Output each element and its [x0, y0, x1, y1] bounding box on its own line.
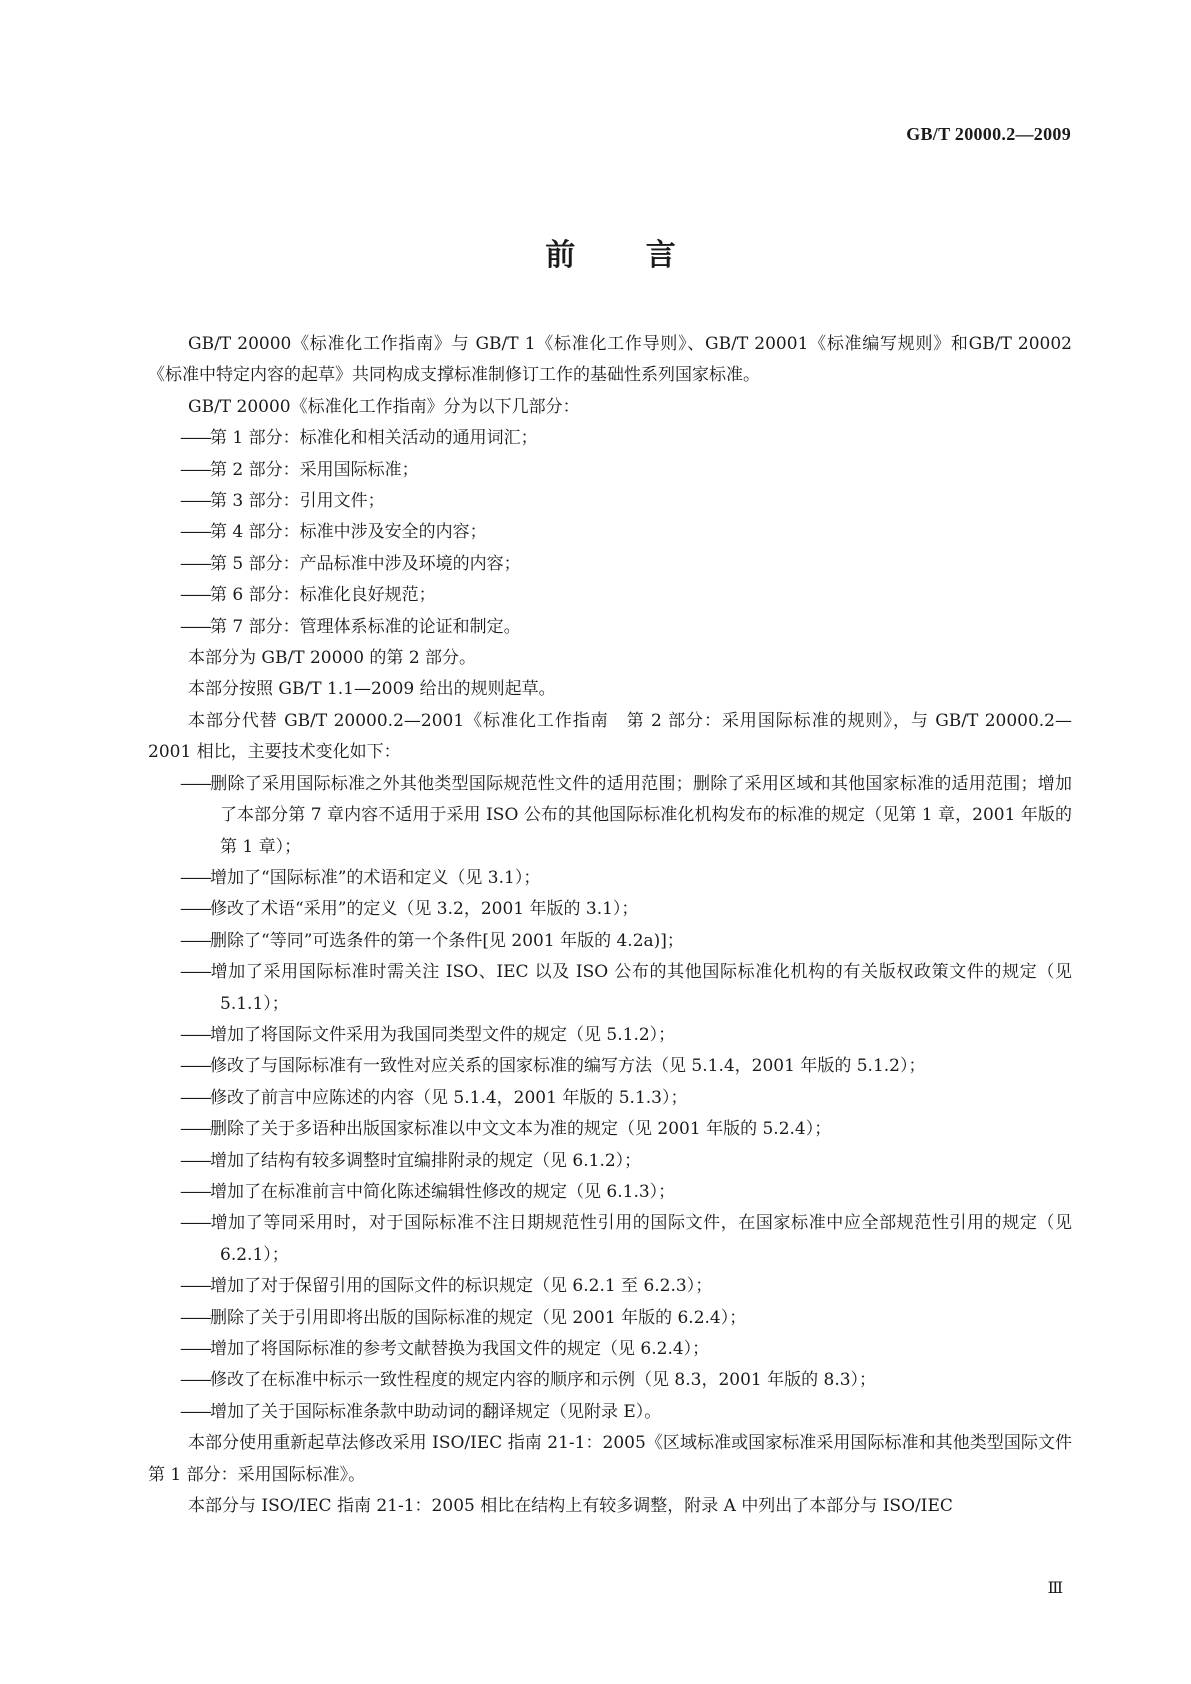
list-item-text: 增加了关于国际标准条款中助动词的翻译规定（见附录 E）。	[210, 1401, 662, 1422]
list-item-text: 增加了在标准前言中简化陈述编辑性修改的规定（见 6.1.3）；	[210, 1181, 676, 1202]
page-number: Ⅲ	[1047, 1578, 1063, 1597]
list-item	[148, 1208, 1072, 1271]
dash-marker: ——	[180, 428, 210, 449]
paragraph: 本部分与 ISO/IEC 指南 21-1：2005 相比在结构上有较多调整，附录 A 中列出了本部分与 ISO/IEC	[188, 1496, 953, 1517]
list-item	[148, 769, 1072, 863]
list-item	[148, 612, 1072, 643]
list-item	[148, 455, 1072, 486]
paragraph: 本部分代替 GB/T 20000.2—2001《标准化工作指南 第 2 部分：采用国际标准的规则》，与 GB/T 20000.2—2001 相比，主要技术变化如下：	[148, 710, 1072, 763]
list-item-text: 删除了“等同”可选条件的第一个条件[见 2001 年版的 4.2a)]；	[210, 930, 684, 951]
dash-marker: ——	[180, 1024, 210, 1045]
list-item	[148, 1334, 1072, 1365]
list-item	[148, 486, 1072, 517]
document-body	[148, 329, 1089, 1522]
paragraph: 本部分按照 GB/T 1.1—2009 给出的规则起草。	[188, 679, 556, 700]
list-item	[148, 580, 1072, 611]
list-item	[148, 1114, 1072, 1145]
dash-marker: ——	[180, 1150, 210, 1171]
list-item-text: 修改了前言中应陈述的内容（见 5.1.4，2001 年版的 5.1.3）；	[210, 1087, 688, 1108]
dash-marker: ——	[180, 1119, 210, 1140]
dash-marker: ——	[180, 962, 210, 983]
list-item-text: 第 2 部分：采用国际标准；	[210, 459, 419, 480]
list-item-text: 修改了在标准中标示一致性程度的规定内容的顺序和示例（见 8.3，2001 年版的 8.3）；	[210, 1370, 877, 1391]
dash-marker: ——	[180, 553, 210, 574]
paragraph: GB/T 20000《标准化工作指南》与 GB/T 1《标准化工作导则》、GB/T 20001《标准编写规则》和GB/T 20002《标准中特定内容的起草》共同构成支撑标准制修订工作的基础性系列国家标准。	[148, 334, 1072, 386]
dash-marker: ——	[180, 1370, 210, 1391]
list-item	[148, 957, 1072, 1020]
list-item	[148, 1146, 1072, 1177]
dash-marker: ——	[180, 930, 210, 951]
list-item-text: 第 7 部分：管理体系标准的论证和制定。	[210, 616, 521, 637]
list-item	[148, 1177, 1072, 1208]
dash-marker: ——	[180, 459, 210, 480]
list-item	[148, 549, 1072, 580]
list-item	[148, 894, 1072, 925]
list-item	[148, 1365, 1072, 1396]
list-item-text: 第 6 部分：标准化良好规范；	[210, 585, 436, 606]
dash-marker: ——	[180, 773, 210, 794]
dash-marker: ——	[180, 1307, 210, 1328]
list-item	[148, 423, 1072, 454]
list-item-text: 增加了采用国际标准时需关注 ISO、IEC 以及 ISO 公布的其他国际标准化机构的有关版权政策文件的规定（见 5.1.1）；	[210, 962, 1072, 1014]
list-item	[148, 1397, 1072, 1428]
list-item-text: 第 3 部分：引用文件；	[210, 491, 385, 512]
dash-marker: ——	[180, 1339, 210, 1359]
list-item	[148, 1271, 1072, 1302]
list-item-text: 增加了等同采用时，对于国际标准不注日期规范性引用的国际文件，在国家标准中应全部规范性引用的规定（见 6.2.1）；	[210, 1213, 1072, 1265]
dash-marker: ——	[180, 616, 210, 637]
list-item-text: 删除了采用国际标准之外其他类型国际规范性文件的适用范围；删除了采用区域和其他国家标准的适用范围；增加了本部分第 7 章内容不适用于采用 ISO 公布的其他国际标准化机构发布的标准的规定（见第 1 章，2001 年版的第 1 章）；	[210, 773, 1072, 857]
paragraph: 本部分使用重新起草法修改采用 ISO/IEC 指南 21-1：2005《区域标准或国家标准采用国际标准和其他类型国际文件 第 1 部分：采用国际标准》。	[148, 1433, 1089, 1485]
dash-marker: ——	[180, 1276, 210, 1297]
document-header-id: GB/T 20000.2—2009	[906, 124, 1071, 144]
list-item	[148, 926, 1072, 957]
list-item	[148, 1303, 1072, 1334]
list-item-text: 增加了对于保留引用的国际文件的标识规定（见 6.2.1 至 6.2.3）；	[210, 1276, 713, 1297]
list-item-text: 修改了与国际标准有一致性对应关系的国家标准的编写方法（见 5.1.4，2001 年版的 5.1.2）；	[210, 1056, 926, 1077]
list-item	[148, 1083, 1072, 1114]
list-item-text: 第 4 部分：标准中涉及安全的内容；	[210, 522, 487, 543]
list-item-text: 第 1 部分：标准化和相关活动的通用词汇；	[210, 428, 538, 449]
list-item-text: 修改了术语“采用”的定义（见 3.2，2001 年版的 3.1）；	[210, 899, 639, 920]
list-item-text: 增加了“国际标准”的术语和定义（见 3.1）；	[210, 867, 541, 888]
list-item-text: 增加了将国际文件采用为我国同类型文件的规定（见 5.1.2）；	[210, 1024, 676, 1045]
dash-marker: ——	[180, 1056, 210, 1077]
list-item	[148, 863, 1072, 894]
list-item-text: 第 5 部分：产品标准中涉及环境的内容；	[210, 553, 521, 574]
dash-marker: ——	[180, 1401, 210, 1422]
dash-marker: ——	[180, 899, 210, 920]
dash-marker: ——	[180, 1181, 210, 1202]
dash-marker: ——	[180, 1087, 210, 1108]
dash-marker: ——	[180, 867, 210, 888]
dash-marker: ——	[180, 522, 210, 543]
paragraph: GB/T 20000《标准化工作指南》分为以下几部分：	[188, 396, 580, 417]
list-item-text: 增加了将国际标准的参考文献替换为我国文件的规定（见 6.2.4）；	[210, 1339, 710, 1359]
list-item-text: 删除了关于多语种出版国家标准以中文文本为准的规定（见 2001 年版的 5.2.4）；	[210, 1119, 832, 1140]
list-item-text: 删除了关于引用即将出版的国际标准的规定（见 2001 年版的 6.2.4）；	[210, 1307, 747, 1328]
paragraph: 本部分为 GB/T 20000 的第 2 部分。	[188, 648, 477, 669]
page-title: 前 言	[545, 238, 706, 273]
list-item	[148, 1020, 1072, 1051]
dash-marker: ——	[180, 1213, 210, 1234]
dash-marker: ——	[180, 585, 210, 606]
list-item	[148, 1051, 1072, 1082]
dash-marker: ——	[180, 491, 210, 512]
list-item-text: 增加了结构有较多调整时宜编排附录的规定（见 6.1.2）；	[210, 1150, 642, 1171]
list-item	[148, 517, 1072, 548]
